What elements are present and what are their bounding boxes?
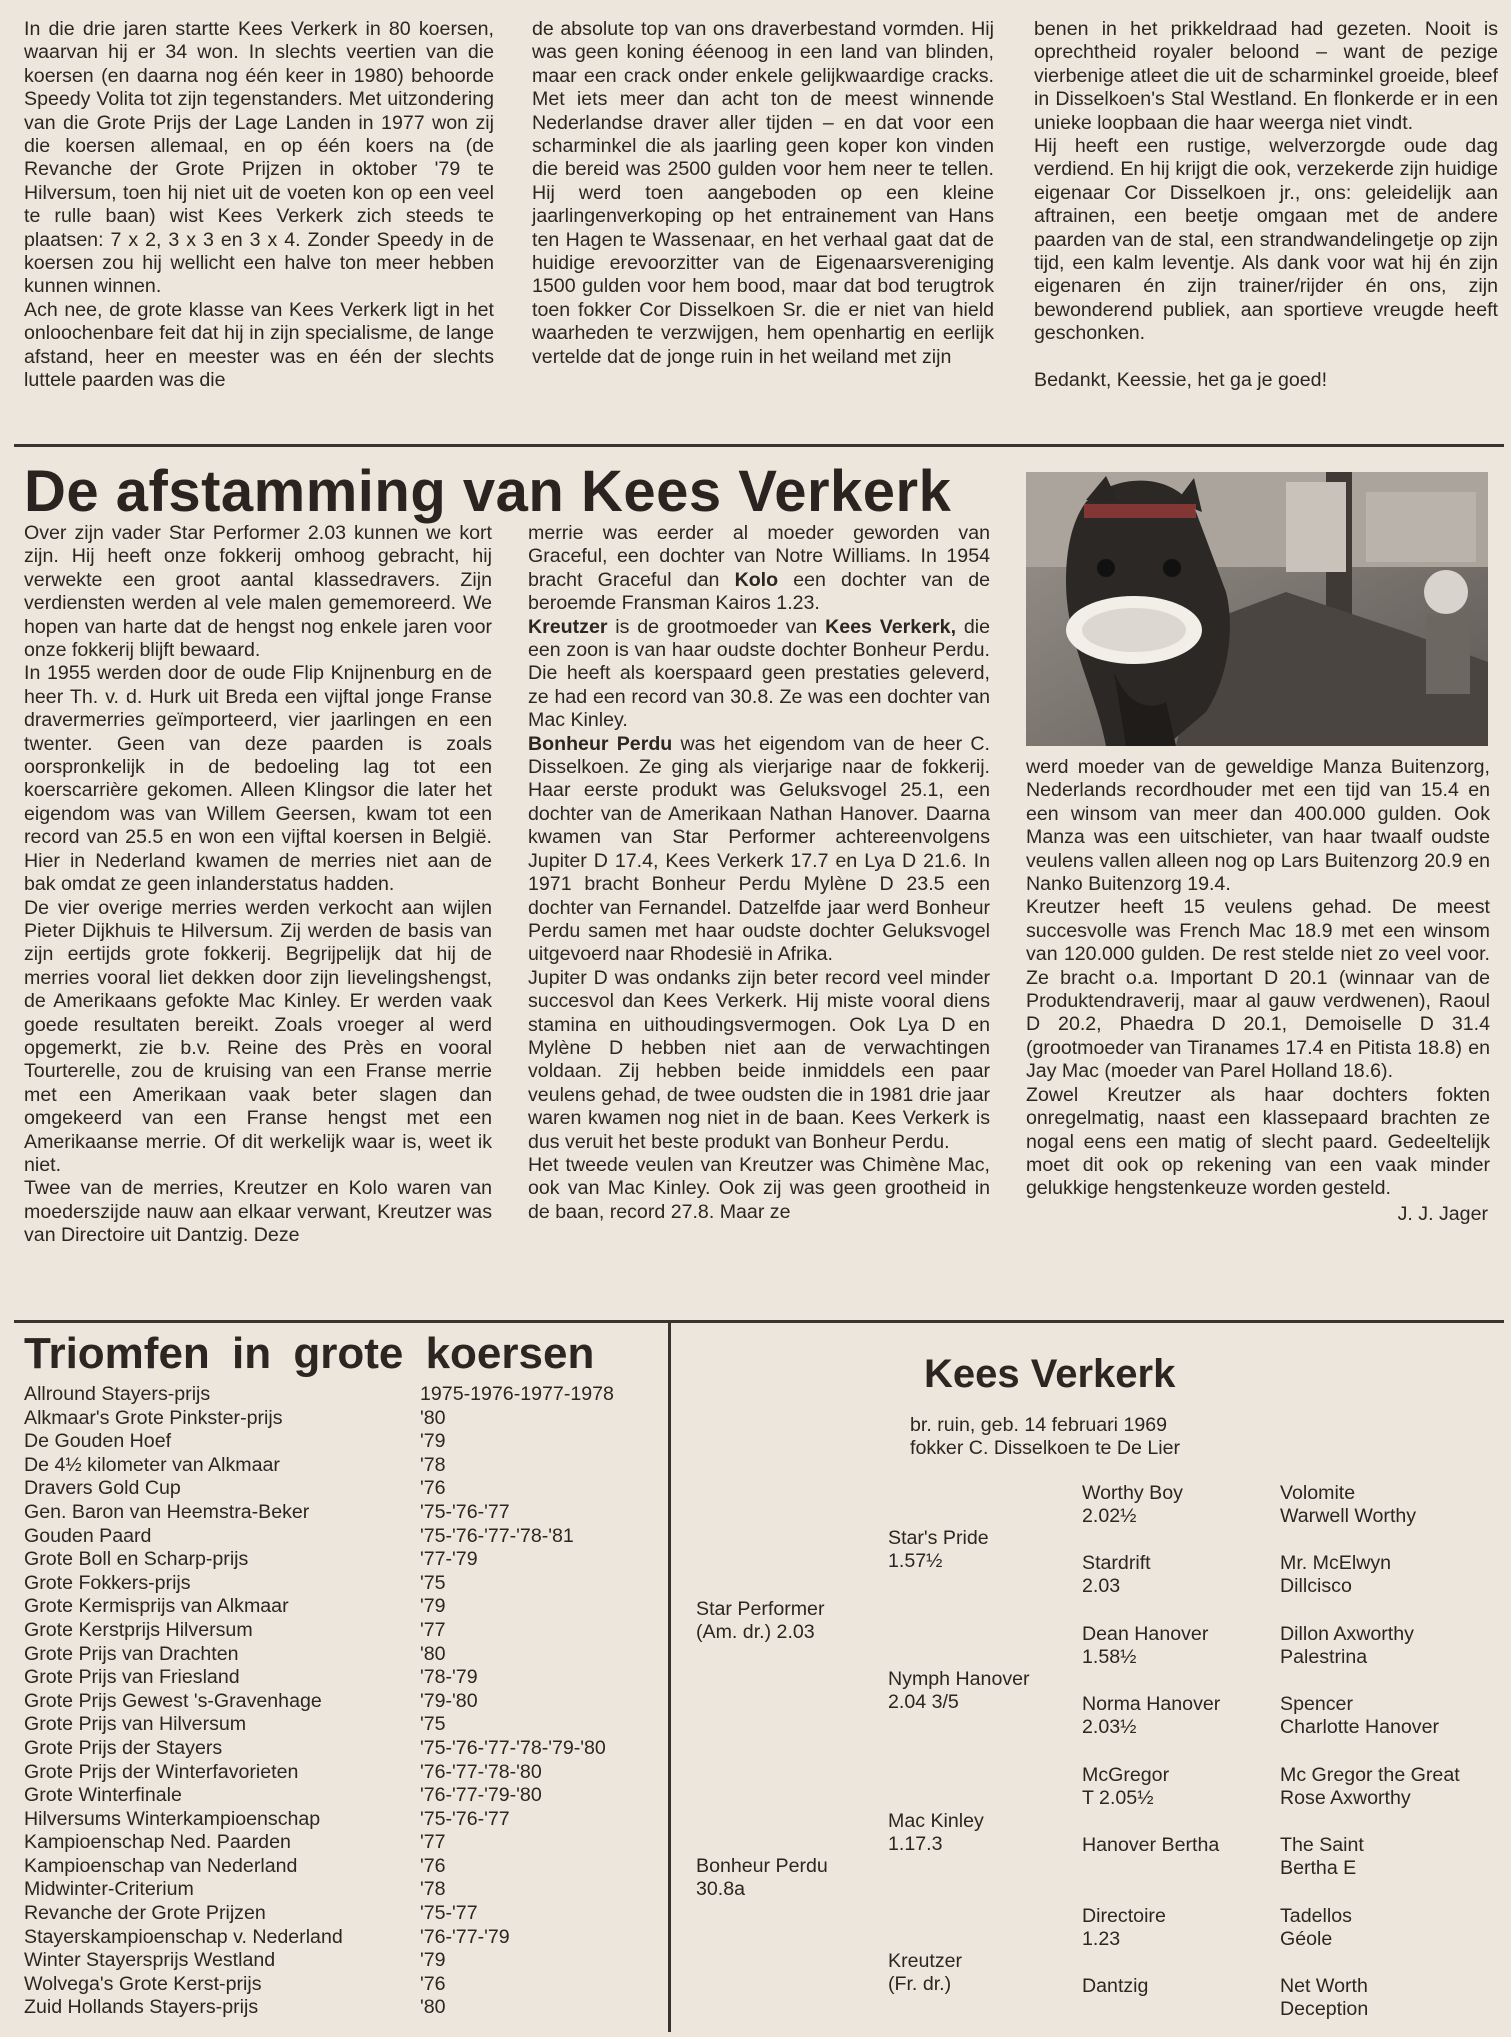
race-years: '75	[420, 1713, 446, 1736]
ancestor-name: Mc Gregor the Great	[1280, 1764, 1460, 1786]
grandparent-name: Mac Kinley	[888, 1810, 984, 1832]
triomf-row	[24, 1831, 674, 1855]
text-run: was het eigendom van de heer C. Disselkoen. Ze ging als vierjarige naar de fokkerij. Haar eerste produkt was Geluksvogel 25.1, een dochter van de Amerikaan Nathan Hanover. Daarna kwamen van Star Performer achtereenvolgens Jupiter D 17.4, Kees Verkerk 17.7 en Lya D 21.6. In 1971 bracht Bonheur Perdu Mylène D 23.5 een dochter van Fernandel. Datzelfde jaar werd Bonheur Perdu samen met haar oudste dochter Geluksvogel uitgevoerd naar Rhodesië in Afrika.	[528, 732, 990, 966]
triomf-row	[24, 1737, 674, 1761]
race-name: Gen. Baron van Heemstra-Beker	[24, 1500, 310, 1523]
race-years: '79	[420, 1430, 446, 1453]
paragraph: Kreutzer heeft 15 veulens gehad. De meest succesvolle was French Mac 18.9 met een winsom van 120.000 gulden. De rest stelde niet zo veel voor. Ze bracht o.a. Important D 20.1 (winnaar van de Produktendraverij, maar al gauw verdwenen), Raoul D 20.2, Phaedra D 20.1, Demoiselle D 31.4 (grootmoeder van Tiranames 17.4 en Pitista 18.8) en Jay Mac (moeder van Parel Holland 18.6).	[1026, 896, 1490, 1083]
horse-photo-image	[1026, 472, 1488, 746]
triomf-row	[24, 1454, 674, 1478]
triomf-row	[24, 1548, 674, 1572]
race-name: Kampioenschap Ned. Paarden	[24, 1831, 291, 1854]
race-name: De 4½ kilometer van Alkmaar	[24, 1453, 280, 1476]
paragraph: Over zijn vader Star Performer 2.03 kunnen we kort zijn. Hij heeft onze fokkerij omhoog gebracht, hij verwekte een groot aantal klassedravers. Zijn verdiensten werden al vele malen gememoreerd. We hopen van harte dat de hengst nog enkele jaren voor onze fokkerij blijft bewaard.	[24, 522, 492, 662]
ancestor-name: Spencer	[1280, 1693, 1353, 1715]
race-name: Revanche der Grote Prijzen	[24, 1902, 266, 1925]
paragraph: In die drie jaren startte Kees Verkerk in 80 koersen, waarvan hij er 34 won. In slechts veertien van die koersen (en daarna nog één keer in 1980) behoorde Speedy Volita tot zijn tegenstanders. Met uitzondering van die Grote Prijs der Lage Landen in 1977 won zij die koersen allemaal, en op één koers na (de Revanche der Grote Prijzen in oktober '79 te Hilversum, toen hij niet uit de voeten kon op een veel te rulle baan) wist Kees Verkerk zich steeds te plaatsen: 7 x 2, 3 x 3 en 3 x 4. Zonder Speedy in de koersen zou hij wellicht een halve ton meer hebben kunnen winnen.	[24, 18, 494, 298]
race-years: '76-'77-'78-'80	[420, 1760, 542, 1783]
triomf-row	[24, 1383, 674, 1407]
sire-dam-name: Star Performer	[696, 1598, 825, 1620]
triomfen-title: Triomfen in grote koersen	[24, 1329, 595, 1378]
text-run: is de grootmoeder van	[615, 615, 818, 638]
race-name: Grote Prijs Gewest 's-Gravenhage	[24, 1689, 322, 1712]
triomf-row	[24, 1430, 674, 1454]
race-name: Wolvega's Grote Kerst-prijs	[24, 1972, 262, 1995]
triomf-row	[24, 1619, 674, 1643]
grandparent-name: Kreutzer	[888, 1950, 963, 1972]
race-name: Alkmaar's Grote Pinkster-prijs	[24, 1406, 283, 1429]
ancestor-name: Tadellos	[1280, 1905, 1352, 1927]
great-grandparent-name: Stardrift	[1082, 1552, 1151, 1574]
text-run: die een zoon is van haar oudste dochter Bonheur Perdu. Die heeft als koerspaard geen prestaties geleverd, ze had een record van 30.8. Ze was een dochter van Mac Kinley.	[528, 615, 990, 732]
race-years: '75-'77	[420, 1902, 478, 1925]
triomf-row	[24, 1666, 674, 1690]
triomf-row	[24, 1878, 674, 1902]
triomf-row	[24, 1808, 674, 1832]
race-name: Grote Kermisprijs van Alkmaar	[24, 1595, 289, 1618]
triomf-row	[24, 1713, 674, 1737]
ancestor-name: Géole	[1280, 1928, 1333, 1950]
triomf-row	[24, 1572, 674, 1596]
grandparent-name: Star's Pride	[888, 1527, 989, 1549]
triomf-row	[24, 1643, 674, 1667]
race-years: '76-'77-'79-'80	[420, 1784, 542, 1807]
race-years: '79-'80	[420, 1689, 478, 1712]
race-years: '80	[420, 1996, 446, 2019]
ancestor-name: The Saint	[1280, 1834, 1364, 1856]
race-years: '77	[420, 1618, 446, 1641]
race-years: '75-'76-'77-'78-'79-'80	[420, 1736, 606, 1759]
triomf-row	[24, 1949, 674, 1973]
race-name: Hilversums Winterkampioenschap	[24, 1807, 321, 1830]
race-name: Grote Winterfinale	[24, 1784, 182, 1807]
pedigree-title: Kees Verkerk	[924, 1352, 1176, 1396]
race-years: '76	[420, 1854, 446, 1877]
paragraph: benen in het prikkeldraad had gezeten. Nooit is oprechtheid royaler beloond – want de pezige vierbenige atleet die uit de scharminkel groeide, bleef in Disselkoen's Stal Westland. En flonkerde er in een unieke loopbaan die haar weerga niet vindt.	[1034, 18, 1498, 134]
article-headline: De afstamming van Kees Verkerk	[24, 459, 952, 524]
ancestor-name: Dillcisco	[1280, 1575, 1352, 1597]
closing-line: Bedankt, Keessie, het ga je goed!	[1034, 368, 1328, 391]
triomf-row	[24, 1855, 674, 1879]
race-years: '75-'76-'77-'78-'81	[420, 1524, 574, 1547]
triomf-row	[24, 1477, 674, 1501]
triomf-row	[24, 1926, 674, 1950]
race-years: '80	[420, 1406, 446, 1429]
sire-dam-record: (Am. dr.) 2.03	[696, 1621, 815, 1643]
race-name: De Gouden Hoef	[24, 1430, 172, 1453]
text-run: een dochter van de beroemde Fransman Kairos 1.23.	[528, 568, 990, 615]
race-name: Grote Prijs der Winterfavorieten	[24, 1760, 299, 1783]
section-divider	[14, 444, 1504, 447]
race-years: '76-'77-'79	[420, 1925, 510, 1948]
paragraph: Hij heeft een rustige, welverzorgde oude dag verdiend. En hij krijgt die ook, verzekerde zijn huidige eigenaar Cor Disselkoen jr., ons: geleidelijk aan aftrainen, een beetje omgaan met de andere paarden van de stal, een strandwandelingetje op zijn tijd, een kalm leventje. Als dank voor wat hij én zijn eigenaren én zijn trainer/rijder én ons, zijn bewonderend publiek, aan sportieve vreugde heeft geschonken.	[1034, 135, 1498, 345]
great-grandparent-record: 1.23	[1082, 1928, 1121, 1950]
great-grandparent-name: Norma Hanover	[1082, 1693, 1221, 1715]
great-grandparent-name: Directoire	[1082, 1905, 1166, 1927]
race-name: Winter Stayersprijs Westland	[24, 1949, 276, 1972]
triomf-row	[24, 1595, 674, 1619]
triomf-row	[24, 1973, 674, 1997]
ancestor-name: Bertha E	[1280, 1857, 1357, 1879]
race-years: '76	[420, 1972, 446, 1995]
text-run: merrie was eerder al moeder geworden van Graceful, een dochter van Notre Williams. In 1954 bracht Graceful dan	[528, 522, 990, 591]
grandparent-record: (Fr. dr.)	[888, 1973, 952, 1995]
triomf-row	[24, 1761, 674, 1785]
triomf-row	[24, 1525, 674, 1549]
top-column-2	[532, 18, 994, 369]
race-name: Kampioenschap van Nederland	[24, 1854, 298, 1877]
race-name: Allround Stayers-prijs	[24, 1383, 211, 1405]
grandparent-name: Nymph Hanover	[888, 1668, 1030, 1690]
race-name: Zuid Hollands Stayers-prijs	[24, 1996, 259, 2019]
race-name: Stayerskampioenschap v. Nederland	[24, 1925, 343, 1948]
great-grandparent-name: Hanover Bertha	[1082, 1834, 1220, 1856]
horse-name-kolo: Kolo	[734, 568, 779, 591]
race-name: Grote Prijs van Friesland	[24, 1666, 240, 1689]
triomfen-list	[24, 1383, 674, 2020]
triomf-row	[24, 1996, 674, 2020]
paragraph	[528, 522, 990, 616]
race-years: '80	[420, 1642, 446, 1665]
race-years: '75	[420, 1571, 446, 1594]
paragraph	[528, 733, 990, 967]
ancestor-name: Dillon Axworthy	[1280, 1623, 1414, 1645]
ancestor-name: Net Worth	[1280, 1975, 1368, 1997]
great-grandparent-name: McGregor	[1082, 1764, 1170, 1786]
ancestor-name: Mr. McElwyn	[1280, 1552, 1392, 1574]
race-years: '77	[420, 1831, 446, 1854]
great-grandparent-record: 2.02½	[1082, 1505, 1137, 1527]
race-name: Dravers Gold Cup	[24, 1477, 181, 1500]
ancestor-name: Rose Axworthy	[1280, 1787, 1411, 1809]
paragraph: De vier overige merries werden verkocht aan wijlen Pieter Dijkhuis te Hilversum. Zij werden de basis van zijn eertijds grote fokkerij. Begrijpelijk dat hij de merries vooral liet dekken door zijn lievelingshengst, de Amerikaans gefokte Mac Kinley. Er werden vaak goede resultaten bereikt. Zoals vroeger al werd opgemerkt, zie b.v. Reine des Près en vooral Tourterelle, zou de kruising van een Franse merrie met een Amerikaan vaak beter slagen dan omgekeerd van een Franse hengst met een Amerikaanse merrie. Of dit werkelijk waar is, weet ik niet.	[24, 896, 492, 1176]
article-column-3	[1026, 756, 1490, 1226]
race-years: '79	[420, 1595, 446, 1618]
top-column-1	[24, 18, 494, 393]
paragraph: werd moeder van de geweldige Manza Buitenzorg, Nederlands recordhouder met een tijd van 15.4 en een winsom van meer dan 400.000 gulden. Ook Manza was een uitschieter, van haar twaalf oudste veulens vallen alleen nog op Lars Buitenzorg 20.9 en Nanko Buitenzorg 19.4.	[1026, 756, 1490, 896]
race-years: '75-'76-'77	[420, 1500, 510, 1523]
grandparent-record: 1.57½	[888, 1550, 943, 1572]
top-column-3	[1034, 18, 1498, 392]
ancestor-name: Deception	[1280, 1998, 1369, 2020]
triomf-row	[24, 1902, 674, 1926]
race-name: Midwinter-Criterium	[24, 1878, 194, 1901]
paragraph: de absolute top van ons draverbestand vormden. Hij was geen koning ééenoog in een land van blinden, maar een crack onder enkele gelijkwaardige cracks. Met iets meer dan acht ton de meest winnende Nederlandse draver aller tijden – en dat voor een scharminkel die als jaarling geen koper kon vinden die bereid was 2500 gulden voor hem neer te tellen. Hij werd toen aangeboden op een kleine jaarlingenverkoping op het entrainement van Hans ten Hagen te Wassenaar, en het verhaal gaat dat de huidige erevoorzitter van de Eigenaarsvereniging 1500 gulden voor hem bood, maar dat bod terugtrok toen fokker Cor Disselkoen Sr. die er niet van hield waarheden te verzwijgen, hem openhartig en eerlijk vertelde dat de jonge ruin in het weiland met zijn	[532, 18, 994, 368]
race-years: '76	[420, 1477, 446, 1500]
race-name: Gouden Paard	[24, 1524, 152, 1547]
race-name: Grote Kerstprijs Hilversum	[24, 1618, 253, 1641]
great-grandparent-name: Worthy Boy	[1082, 1482, 1183, 1504]
horse-name-kreutzer: Kreutzer	[528, 615, 608, 638]
triomf-row	[24, 1784, 674, 1808]
great-grandparent-record: 2.03½	[1082, 1716, 1137, 1738]
ancestor-name: Warwell Worthy	[1280, 1505, 1417, 1527]
paragraph: Jupiter D was ondanks zijn beter record veel minder succesvol dan Kees Verkerk. Hij miste vooral diens stamina en uithoudingsvermogen. Ook Lya D en Mylène D hebben niet aan de verwachtingen voldaan. Zij hebben beide inmiddels een paar veulens gehad, de twee oudsten die in 1981 drie jaar waren kwamen nog niet in de baan. Kees Verkerk is dus veruit het beste produkt van Bonheur Perdu.	[528, 966, 990, 1153]
great-grandparent-record: 1.58½	[1082, 1646, 1137, 1668]
paragraph: Het tweede veulen van Kreutzer was Chimène Mac, ook van Mac Kinley. Ook zij was geen grootheid in de baan, record 27.8. Maar ze	[528, 1153, 990, 1223]
race-name: Grote Prijs der Stayers	[24, 1736, 223, 1759]
sire-dam-record: 30.8a	[696, 1878, 746, 1900]
ancestor-name: Volomite	[1280, 1482, 1356, 1504]
paragraph: In 1955 werden door de oude Flip Knijnenburg en de heer Th. v. d. Hurk uit Breda een vijftal jonge Franse dravermerries geïmporteerd, vier jaarlingen en een twenter. Geen van deze paarden is zoals oorspronkelijk in de bedoeling lag tot een koerscarrière gekomen. Alleen Klingsor die later het eigendom was van Willem Geersen, kwam tot een record van 25.5 en won een vijftal koersen in België. Hier in Nederland kwamen de merries niet aan de bak omdat ze geen inlanderstatus hadden.	[24, 662, 492, 896]
paragraph	[528, 616, 990, 733]
paragraph: Ach nee, de grote klasse van Kees Verkerk ligt in het onloochenbare feit dat hij in zijn specialisme, de lange afstand, heer en meester was en één der slechts luttele paarden was die	[24, 298, 494, 392]
great-grandparent-record: 2.03	[1082, 1575, 1121, 1597]
section-divider	[14, 1320, 1504, 1323]
race-years: 1975-1976-1977-1978	[420, 1383, 614, 1405]
great-grandparent-record: T 2.05½	[1082, 1787, 1154, 1809]
race-years: '78	[420, 1878, 446, 1901]
grandparent-record: 2.04 3/5	[888, 1691, 959, 1713]
triomf-row	[24, 1407, 674, 1431]
sire-dam-name: Bonheur Perdu	[696, 1855, 828, 1877]
race-name: Grote Boll en Scharp-prijs	[24, 1548, 249, 1571]
pedigree-subtitle: br. ruin, geb. 14 februari 1969	[910, 1414, 1168, 1436]
race-years: '77-'79	[420, 1548, 478, 1571]
ancestor-name: Palestrina	[1280, 1646, 1368, 1668]
horse-name-bonheur-perdu: Bonheur Perdu	[528, 732, 673, 755]
paragraph	[1034, 346, 1498, 369]
ancestor-name: Charlotte Hanover	[1280, 1716, 1440, 1738]
article-column-2	[528, 522, 990, 1224]
author-signature: J. J. Jager	[1397, 1202, 1488, 1225]
paragraph: Twee van de merries, Kreutzer en Kolo waren van moederszijde nauw aan elkaar verwant, Kreutzer was van Directoire uit Dantzig. Deze	[24, 1177, 492, 1247]
great-grandparent-name: Dantzig	[1082, 1975, 1149, 1997]
race-name: Grote Prijs van Drachten	[24, 1642, 239, 1665]
race-name: Grote Fokkers-prijs	[24, 1571, 191, 1594]
pedigree-breeder: fokker C. Disselkoen te De Lier	[910, 1437, 1181, 1459]
great-grandparent-name: Dean Hanover	[1082, 1623, 1209, 1645]
article-column-1	[24, 522, 492, 1248]
horse-name-kees-verkerk: Kees Verkerk,	[825, 615, 957, 638]
triomf-row	[24, 1501, 674, 1525]
horse-photo	[1026, 472, 1488, 746]
triomf-row	[24, 1690, 674, 1714]
race-years: '75-'76-'77	[420, 1807, 510, 1830]
paragraph: Zowel Kreutzer als haar dochters fokten onregelmatig, naast een klassepaard brachten ze nogal eens een matig of slecht paard. Gedeeltelijk moet dit ook op rekening van een vaak minder gelukkige hengstenkeuze worden gesteld.	[1026, 1083, 1490, 1200]
race-years: '78-'79	[420, 1666, 478, 1689]
race-name: Grote Prijs van Hilversum	[24, 1713, 247, 1736]
race-years: '79	[420, 1949, 446, 1972]
grandparent-record: 1.17.3	[888, 1833, 943, 1855]
race-years: '78	[420, 1453, 446, 1476]
